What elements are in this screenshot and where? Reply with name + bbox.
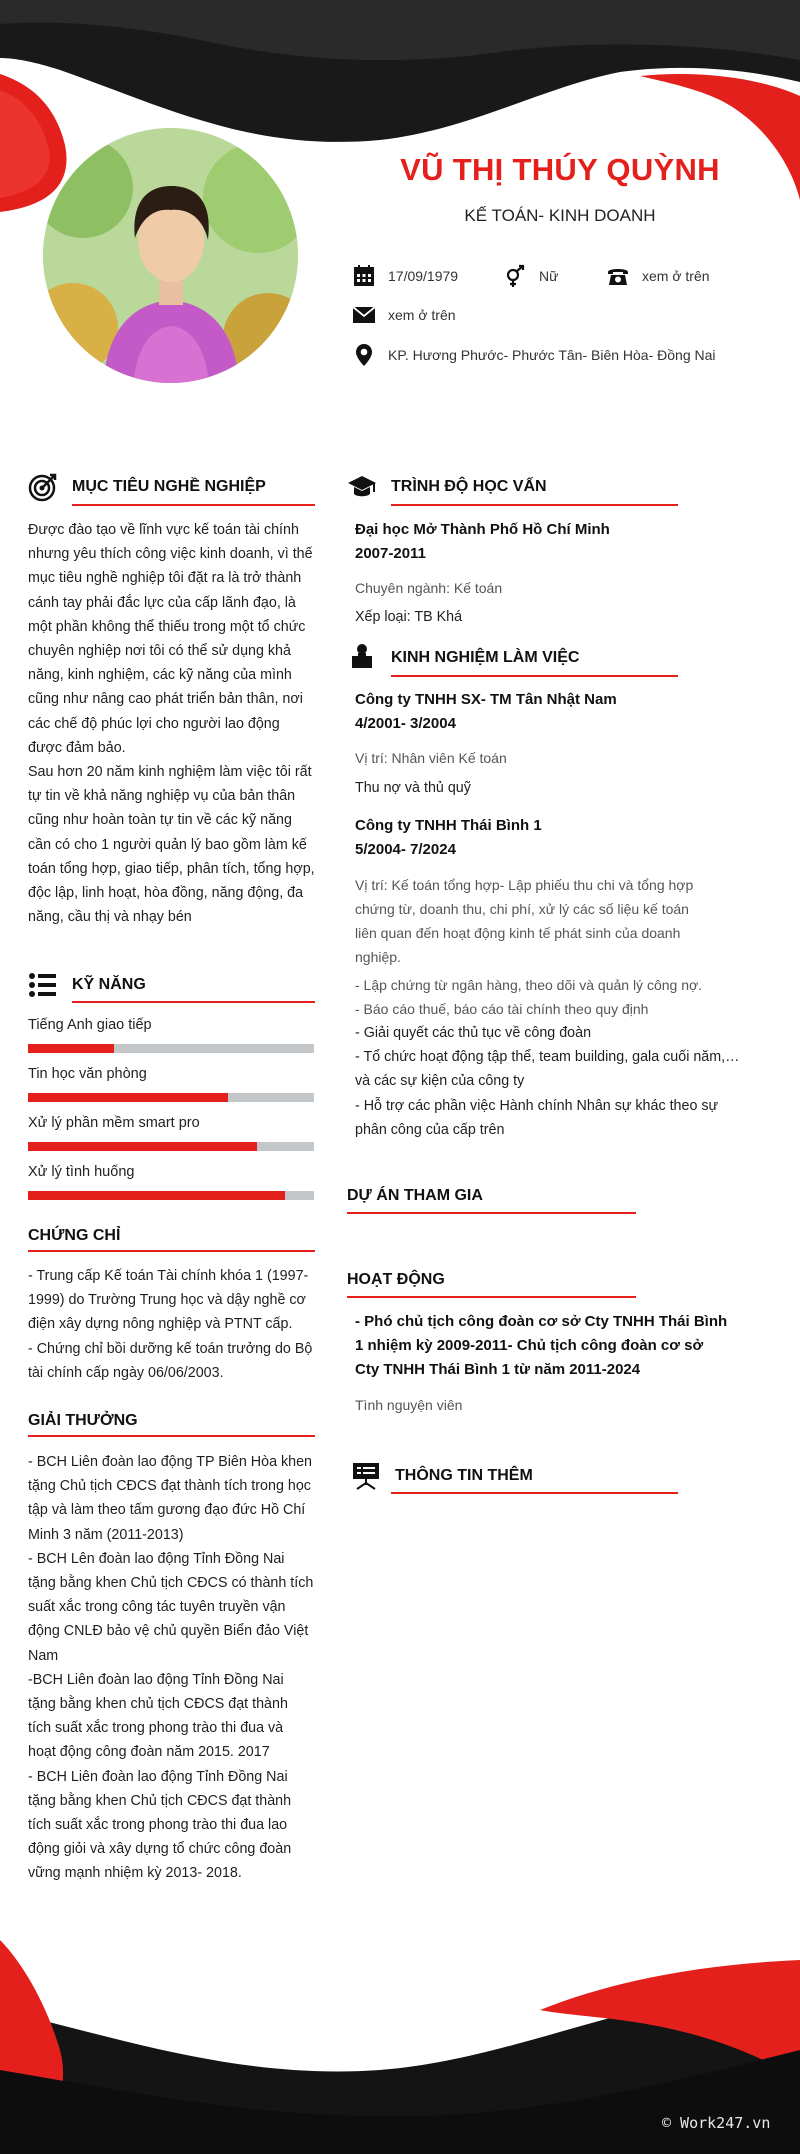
candidate-role: KẾ TOÁN- KINH DOANH — [464, 206, 656, 225]
job-position-line: nghiệp. — [355, 949, 401, 965]
award-line: vững mạnh nhiệm kỳ 2013- 2018. — [28, 1865, 242, 1882]
phone-icon — [606, 264, 630, 288]
award-line: tích suất xắc trong phong trào thi đua lao — [28, 1817, 288, 1834]
skill-bar — [28, 1093, 314, 1102]
gender-icon — [503, 264, 527, 288]
activities-note: Tình nguyện viên — [355, 1397, 463, 1413]
skill-label: Tin học văn phòng — [28, 1066, 147, 1082]
job-position: Vị trí: Nhân viên Kế toán — [355, 750, 507, 766]
graduation-cap-icon — [347, 472, 377, 502]
award-line: tặng bằng khen Chủ tịch CĐCS đạt thành — [28, 1792, 292, 1809]
education-heading — [347, 472, 547, 502]
job-detail: - Tổ chức hoạt động tập thể, team building, gala cuối năm,… — [355, 1049, 740, 1066]
job-detail: - Báo cáo thuế, báo cáo tài chính theo quy định — [355, 1001, 649, 1017]
award-line: - BCH Liên đoàn lao động Tỉnh Đồng Nai — [28, 1768, 288, 1785]
presentation-board-icon — [351, 1461, 381, 1491]
awards-text — [28, 1450, 333, 1886]
objective-line: các chế độ phúc lợi cho người lao động — [28, 715, 280, 732]
activity-line: 1 nhiệm kỳ 2009-2011- Chủ tịch công đoàn cơ sở — [355, 1337, 704, 1354]
more-info-underline — [391, 1492, 678, 1494]
activity-line: Cty TNHH Thái Bình 1 từ năm 2011-2024 — [355, 1361, 641, 1378]
job-position-line: liên quan đến hoạt động kinh tế phát sinh của doanh — [355, 925, 681, 941]
certificate-line: điện xây dựng nông nghiệp và PTNT cấp. — [28, 1316, 293, 1333]
more-info-heading — [351, 1461, 533, 1491]
objective-line: cũng như hoàn toàn tự tin về các kỹ năng — [28, 812, 292, 829]
certificate-line: - Chứng chỉ bồi dưỡng kế toán trưởng do Bộ — [28, 1340, 313, 1357]
skill-bar-fill — [28, 1044, 114, 1053]
activities-text — [355, 1310, 775, 1382]
education-title: TRÌNH ĐỘ HỌC VẤN — [391, 478, 547, 495]
skill-bar-fill — [28, 1142, 257, 1151]
skill-label: Xử lý phần mềm smart pro — [28, 1115, 200, 1131]
award-line: tập và làm theo tấm gương đạo đức Hồ Chí — [28, 1502, 306, 1519]
calendar-icon — [352, 264, 376, 288]
email-info — [352, 303, 456, 327]
objective-line: cánh tay phải đắc lực của cấp lãnh đạo, là — [28, 594, 296, 611]
award-line: tặng Chủ tịch CĐCS đạt thành tích trong học — [28, 1478, 311, 1495]
award-line: Minh 3 năm (2011-2013) — [28, 1526, 184, 1543]
email-value: xem ở trên — [388, 307, 456, 323]
projects-title: DỰ ÁN THAM GIA — [347, 1187, 483, 1204]
skill-bar-fill — [28, 1093, 228, 1102]
objective-heading — [28, 472, 266, 502]
awards-underline — [28, 1435, 315, 1437]
skill-label: Xử lý tình huống — [28, 1164, 135, 1180]
location-pin-icon — [352, 343, 376, 367]
profile-photo — [43, 128, 298, 383]
certificates-title: CHỨNG CHỈ — [28, 1227, 121, 1244]
objective-title: MỤC TIÊU NGHỀ NGHIỆP — [72, 478, 266, 495]
certificates-text — [28, 1264, 328, 1385]
watermark: © Work247.vn — [662, 2114, 771, 2132]
job-company: Công ty TNHH Thái Bình 1 — [355, 817, 542, 834]
award-line: Nam — [28, 1647, 59, 1664]
objective-line: một phần không thể thiếu trong một tổ chức — [28, 618, 306, 635]
objective-line: độc lập, linh hoạt, hòa đồng, năng động, đa — [28, 885, 304, 902]
more-info-title: THÔNG TIN THÊM — [395, 1467, 533, 1484]
mail-icon — [352, 303, 376, 327]
award-line: động giỏi và xây dựng tổ chức công đoàn — [28, 1841, 292, 1858]
job-detail: phân công của cấp trên — [355, 1121, 505, 1138]
skill-bar — [28, 1044, 314, 1053]
certificate-line: - Trung cấp Kế toán Tài chính khóa 1 (1997- — [28, 1268, 309, 1284]
job-company: Công ty TNHH SX- TM Tân Nhật Nam — [355, 691, 617, 708]
address-info — [352, 343, 716, 367]
award-line: tích suất xắc trong phong trào thi đua và — [28, 1720, 284, 1737]
activity-line: - Phó chủ tịch công đoàn cơ sở Cty TNHH Thái Bình — [355, 1313, 728, 1330]
address-value: KP. Hương Phước- Phước Tân- Biên Hòa- Đồng Nai — [388, 347, 716, 363]
phone-info — [606, 264, 710, 288]
job-detail: và các sự kiện của công ty — [355, 1073, 525, 1090]
objective-line: năng, cầu thị và nhạy bén — [28, 909, 192, 926]
job-position — [355, 873, 775, 969]
education-underline — [391, 504, 678, 506]
gender-info — [503, 264, 558, 288]
objective-line: mục tiêu nghề nghiệp tôi đặt ra là trở thành — [28, 570, 302, 587]
job-period: 4/2001- 3/2004 — [355, 715, 456, 732]
skill-bar — [28, 1191, 314, 1200]
projects-underline — [347, 1212, 636, 1214]
skills-underline — [72, 1001, 315, 1003]
objective-text — [28, 518, 328, 929]
award-line: tặng bằng khen chủ tịch CĐCS đạt thành — [28, 1696, 288, 1713]
skill-label: Tiếng Anh giao tiếp — [28, 1017, 152, 1033]
list-icon — [28, 970, 58, 1000]
job-position-line: chứng từ, doanh thu, chi phí, xử lý các số liệu kế toán — [355, 901, 689, 917]
education-grade: Xếp loại: TB Khá — [355, 609, 463, 625]
objective-line: chuyên nghiệp nơi tôi có thể sử dụng khả — [28, 643, 291, 660]
education-years: 2007-2011 — [355, 545, 426, 562]
objective-line: nhưng yêu thích công việc kinh doanh, vì thế — [28, 546, 313, 563]
objective-line: năng, kinh nghiệm, các kỹ năng của mình — [28, 667, 292, 684]
activities-underline — [347, 1296, 636, 1298]
candidate-name: VŨ THỊ THÚY QUỲNH — [400, 152, 720, 187]
activities-title: HOẠT ĐỘNG — [347, 1271, 445, 1288]
certificate-line: tài chính cấp ngày 06/06/2003. — [28, 1364, 224, 1381]
job-detail: - Hỗ trợ các phần việc Hành chính Nhân sự khác theo sự — [355, 1097, 719, 1114]
objective-line: tự tin về khả năng nghiệp vụ của bản thân — [28, 788, 296, 805]
award-line: - BCH Lên đoàn lao động Tỉnh Đồng Nai — [28, 1550, 285, 1567]
award-line: hoạt động công đoàn năm 2015. 2017 — [28, 1744, 270, 1761]
award-line: suất xắc trong công tác tuyên truyền vận — [28, 1599, 286, 1616]
objective-line: toán tổng hợp, giao tiếp, phân tích, tổng hợp, — [28, 860, 315, 877]
experience-heading — [347, 643, 579, 673]
job-details — [355, 973, 775, 1142]
job-position-line: Vị trí: Kế toán tổng hợp- Lập phiếu thu chi và tổng hợp — [355, 877, 694, 893]
job-detail: - Lập chứng từ ngân hàng, theo dõi và quản lý công nợ. — [355, 977, 703, 993]
awards-title: GIẢI THƯỞNG — [28, 1412, 138, 1429]
phone-value: xem ở trên — [642, 268, 710, 284]
briefcase-icon — [347, 643, 377, 673]
award-line: tặng bằng khen Chủ tịch CĐCS có thành tích — [28, 1575, 314, 1592]
objective-underline — [72, 504, 315, 506]
job-detail: - Giải quyết các thủ tục về công đoàn — [355, 1025, 592, 1041]
skills-title: KỸ NĂNG — [72, 976, 146, 993]
target-icon — [28, 472, 58, 502]
skills-heading — [28, 970, 146, 1000]
certificate-line: 1999) do Trường Trung học và dậy nghề cơ — [28, 1292, 306, 1309]
skill-bar-fill — [28, 1191, 285, 1200]
skill-bar — [28, 1142, 314, 1151]
birthdate-info — [352, 264, 458, 288]
objective-line: cũng như nâng cao phát triển bản thân, nơi — [28, 691, 303, 708]
objective-line: Sau hơn 20 năm kinh nghiệm làm việc tôi rất — [28, 764, 312, 781]
objective-line: cần có cho 1 người quản lý bao gồm làm kế — [28, 836, 307, 853]
objective-line: Được đào tạo về lĩnh vực kế toán tài chính — [28, 522, 299, 538]
award-line: - BCH Liên đoàn lao động TP Biên Hòa khen — [28, 1454, 313, 1470]
experience-title: KINH NGHIỆM LÀM VIỆC — [391, 649, 580, 666]
certificates-underline — [28, 1250, 315, 1252]
experience-underline — [391, 675, 678, 677]
birthdate-value: 17/09/1979 — [388, 268, 459, 284]
education-major: Chuyên ngành: Kế toán — [355, 580, 503, 596]
job-period: 5/2004- 7/2024 — [355, 841, 456, 858]
award-line: động CNLĐ bảo vệ chủ quyền Biển đảo Việt — [28, 1623, 309, 1640]
objective-line: được đảm bảo. — [28, 739, 126, 756]
gender-value: Nữ — [539, 268, 559, 284]
education-school: Đại học Mở Thành Phố Hồ Chí Minh — [355, 521, 610, 538]
job-detail: Thu nợ và thủ quỹ — [355, 780, 471, 796]
award-line: -BCH Liên đoàn lao động Tỉnh Đồng Nai — [28, 1671, 284, 1688]
